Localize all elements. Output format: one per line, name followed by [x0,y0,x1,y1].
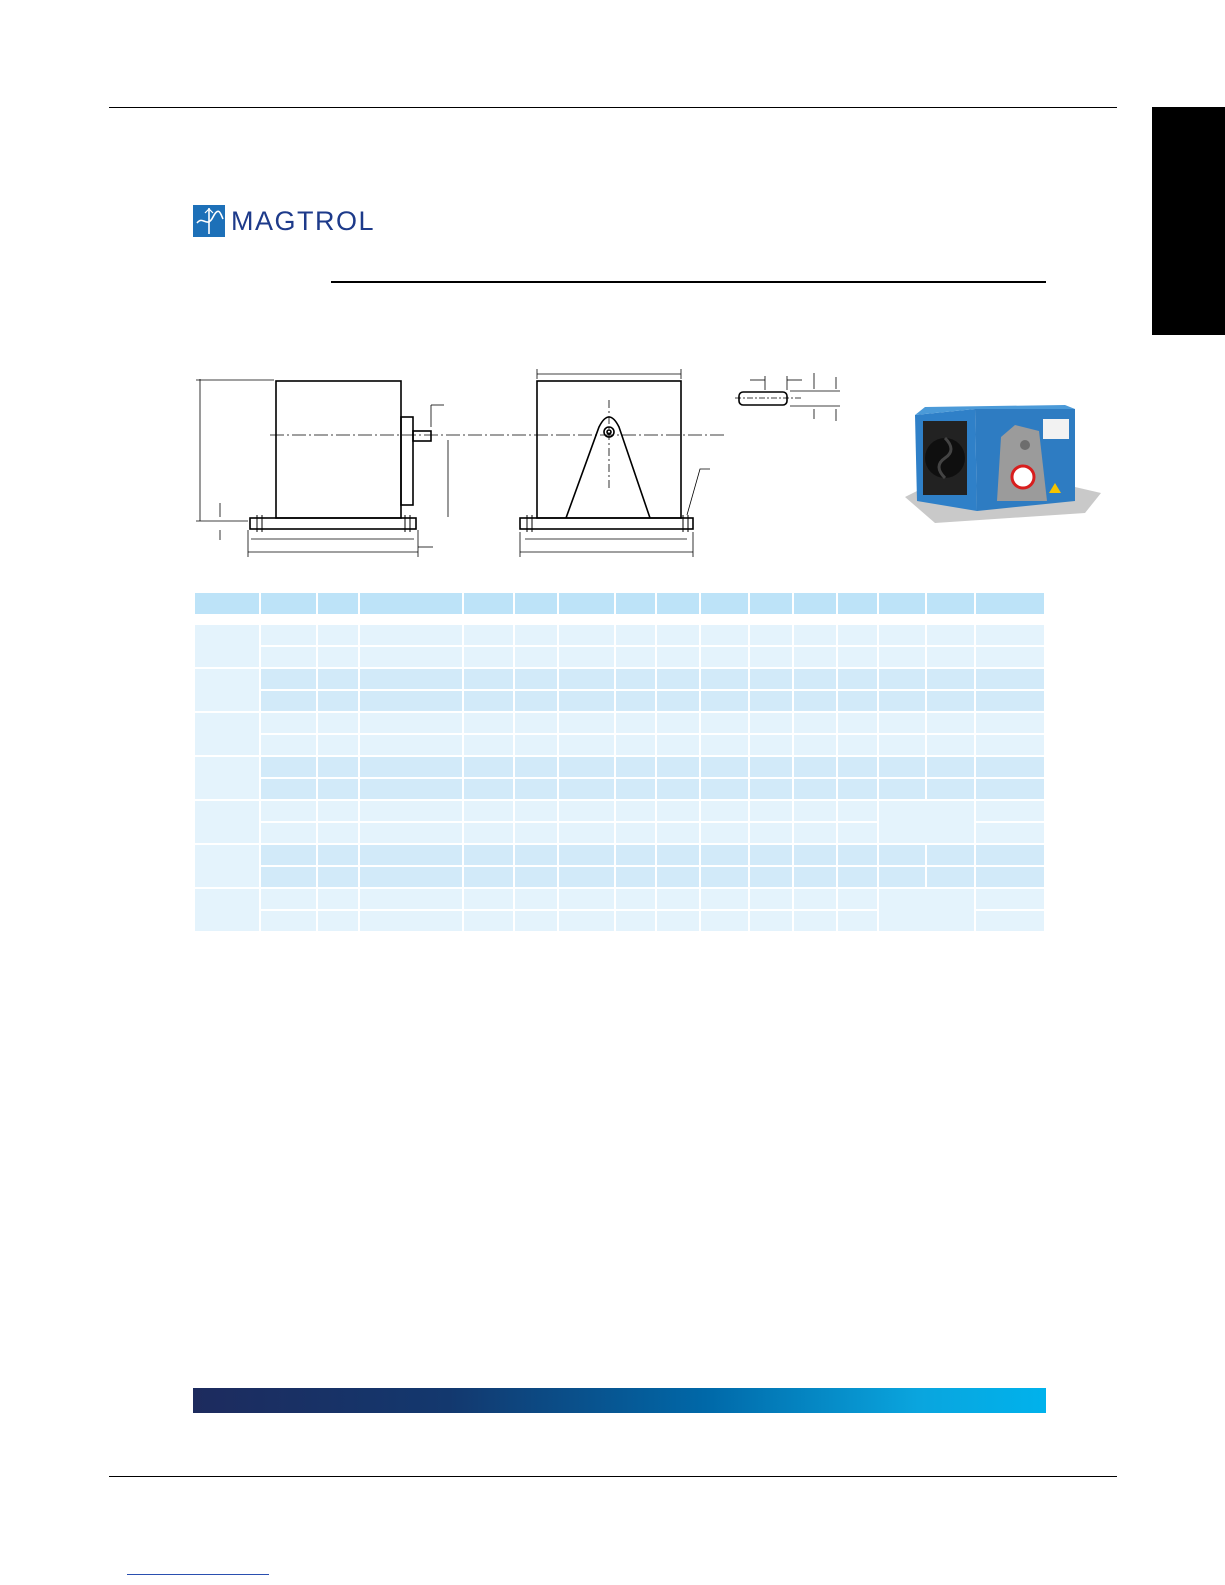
table-header-cell [657,593,699,614]
footer-gradient-bar [193,1388,1046,1413]
model-cell [195,801,259,843]
table-row [195,735,1044,755]
table-header-row [195,593,1044,614]
table-header-cell [360,593,462,614]
table-row [195,779,1044,799]
dimensions-table [193,591,1046,933]
table-row [195,691,1044,711]
table-header-cell [794,593,836,614]
table-row [195,669,1044,689]
table-header-cell [318,593,358,614]
table-row [195,801,1044,821]
table-header-cell [701,593,748,614]
footer-link[interactable] [127,1574,269,1575]
table-header-cell [927,593,974,614]
dimension-drawing-icon [190,365,870,575]
top-rule [109,107,1117,108]
magtrol-logo [193,205,375,237]
magtrol-logo-mark-icon [193,205,225,237]
table-row [195,647,1044,667]
table-row [195,867,1044,887]
table-header-cell [559,593,614,614]
table-header-cell [195,593,259,614]
table-header-cell [838,593,876,614]
model-cell [195,669,259,711]
table-header-cell [616,593,654,614]
model-cell [195,713,259,755]
table-row [195,713,1044,733]
table-header-cell [976,593,1044,614]
table-row [195,757,1044,777]
bottom-rule [109,1476,1117,1477]
table-header-cell [464,593,513,614]
table-row [195,889,1044,909]
table-header-cell [879,593,926,614]
dynamometer-photo-icon [905,405,1105,525]
table-header-cell [261,593,316,614]
model-cell [195,625,259,667]
magtrol-logo-text: MAGTROL [231,205,376,236]
table-row [195,845,1044,865]
section-rule [331,281,1046,283]
table-header-cell [515,593,557,614]
model-cell [195,845,259,887]
table-header-cell [750,593,792,614]
model-cell [195,889,259,931]
table-row [195,625,1044,645]
section-tab [1152,107,1225,335]
model-cell [195,757,259,799]
